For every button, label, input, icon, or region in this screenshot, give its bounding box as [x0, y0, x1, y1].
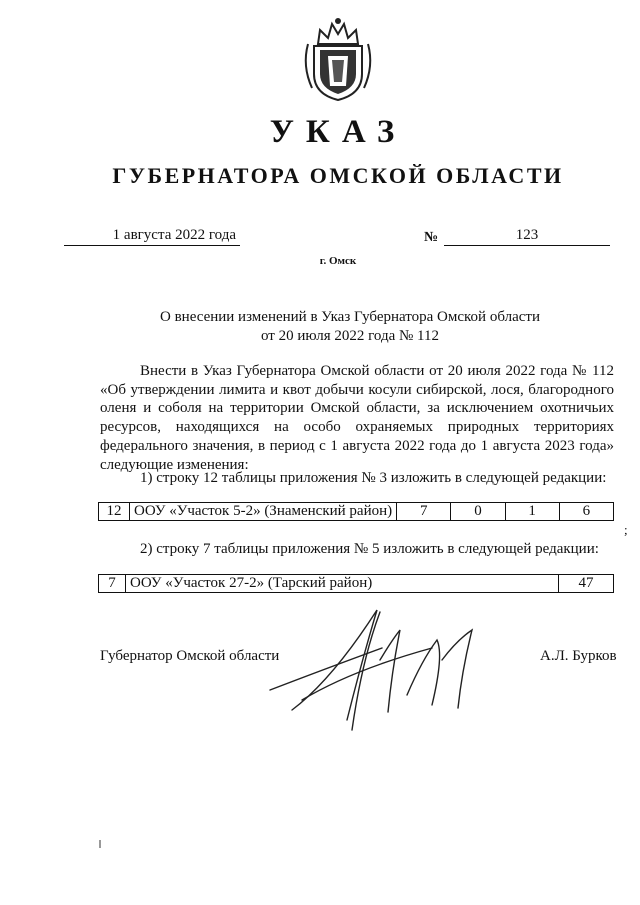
cell-v1: 7	[397, 503, 451, 521]
cell-name: ООУ «Участок 27-2» (Тарский район)	[126, 575, 559, 593]
semicolon: ;	[624, 522, 628, 537]
change-item-1: 1) строку 12 таблицы приложения № 3 изложить в следующей редакции:	[140, 470, 607, 486]
coat-of-arms-icon	[298, 16, 378, 102]
number-label: №	[424, 230, 439, 245]
document-city: г. Омск	[319, 255, 357, 267]
handwritten-signature	[262, 600, 492, 750]
cell-v2: 0	[451, 503, 505, 521]
subject-line-1: О внесении изменений в Указ Губернатора Омской области	[160, 309, 540, 325]
signatory-position: Губернатор Омской области	[100, 648, 280, 664]
subject-line-2: от 20 июля 2022 года № 112	[261, 328, 439, 344]
document-subject	[140, 308, 560, 346]
table-row	[99, 575, 614, 593]
document-body	[100, 362, 614, 474]
table-row-appendix-5	[98, 574, 614, 593]
cell-num: 12	[99, 503, 130, 521]
cell-v1: 47	[559, 575, 614, 593]
table-row	[99, 503, 614, 521]
cell-v3: 1	[505, 503, 559, 521]
change-item-2: 2) строку 7 таблицы приложения № 5 изложить в следующей редакции:	[140, 541, 599, 557]
cell-name: ООУ «Участок 5-2» (Знаменский район)	[130, 503, 397, 521]
signatory-name: А.Л. Бурков	[540, 648, 617, 664]
document-date: 1 августа 2022 года	[64, 226, 240, 246]
table-row-appendix-3	[98, 502, 614, 521]
cell-num: 7	[99, 575, 126, 593]
document-subtitle: ГУБЕРНАТОРА ОМСКОЙ ОБЛАСТИ	[112, 163, 564, 188]
stray-mark	[98, 840, 102, 848]
document-title: УКАЗ	[269, 114, 407, 150]
body-paragraph: Внести в Указ Губернатора Омской области от 20 июля 2022 года № 112 «Об утверждении лимита и квот добычи косули сибирской, лося, благородного оленя и соболя на территории Омской области, за исключением охотничьих ресурсов, находящихся на особо охраняемых природных территориях федерального значения, в период с 1 августа 2022 года до 1 августа 2023 года» следующие изменения:	[100, 363, 614, 473]
cell-v4: 6	[559, 503, 613, 521]
document-number: 123	[444, 226, 610, 246]
